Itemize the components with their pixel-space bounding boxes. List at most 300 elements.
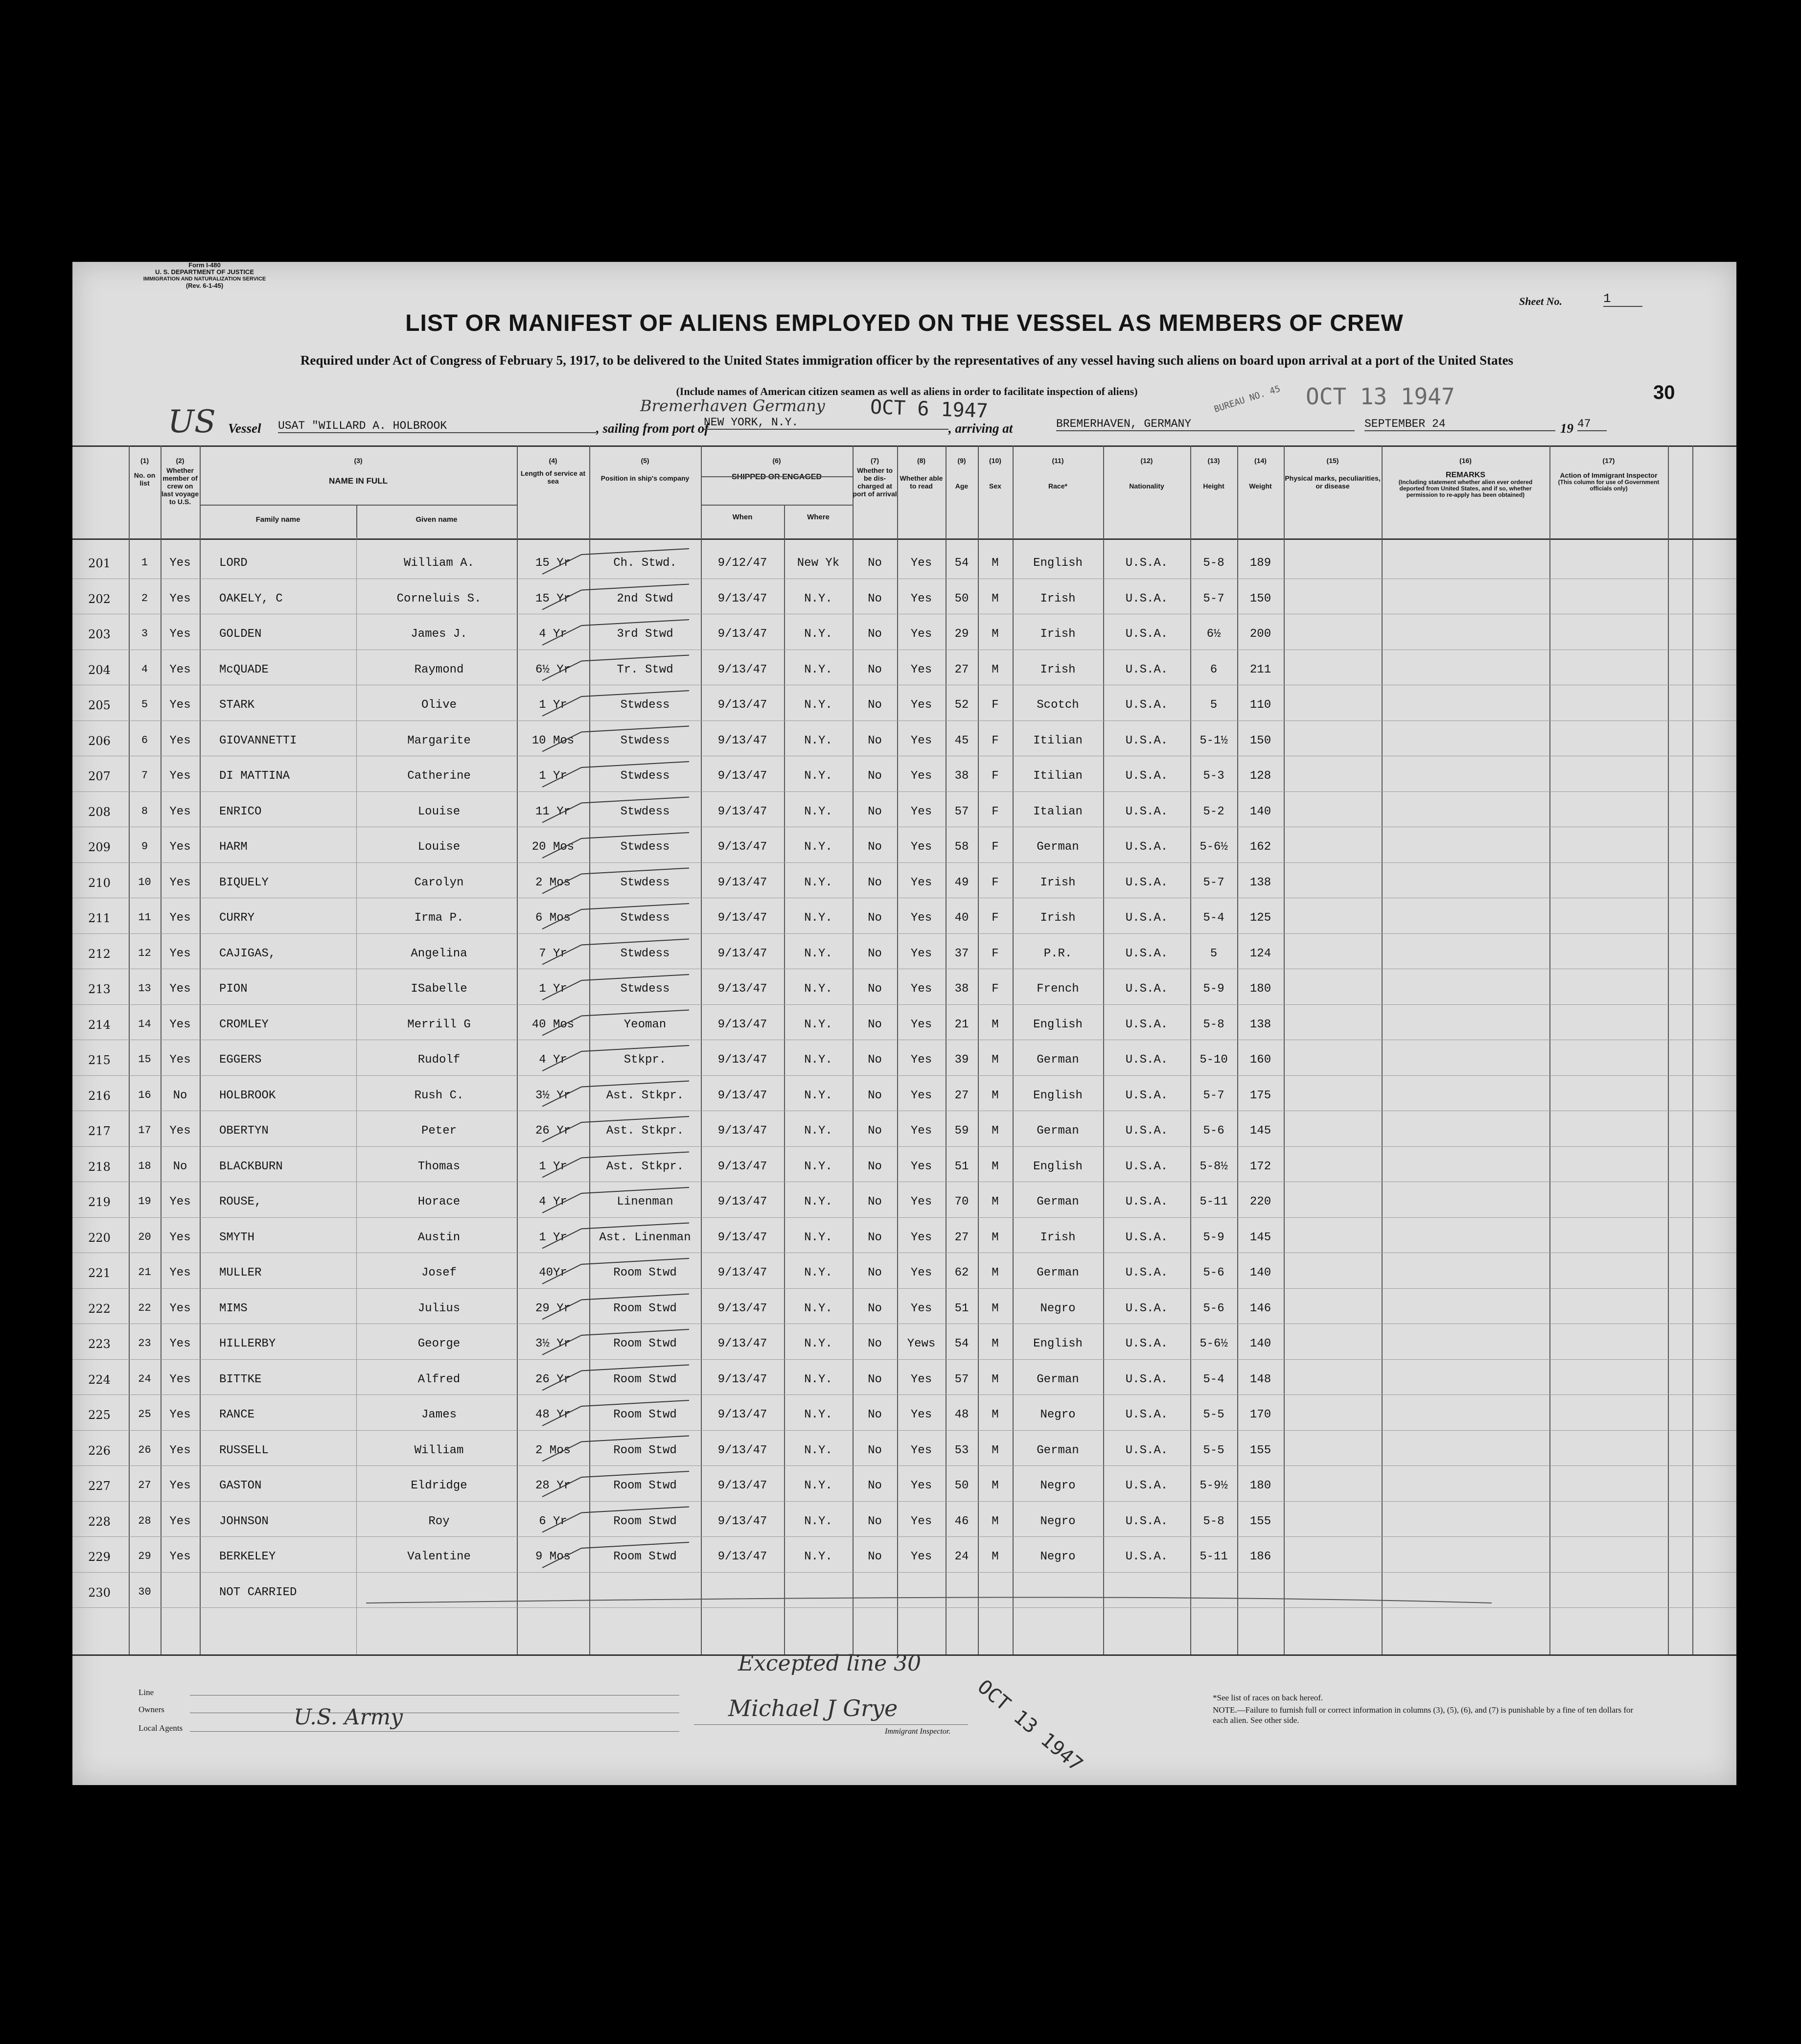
cell-service: 1 Yr	[539, 982, 567, 996]
cell-line: 207	[88, 769, 111, 783]
cell-nat: U.S.A.	[1125, 1301, 1168, 1315]
strike-mark	[542, 691, 689, 716]
cell-given: Roy	[428, 1514, 450, 1528]
cell-where: N.Y.	[804, 1479, 832, 1492]
header-col-6-label: SHIPPED OR ENGAGED	[731, 473, 822, 481]
cell-where: N.Y.	[804, 627, 832, 641]
cell-line: 218	[88, 1160, 111, 1174]
cell-sex: M	[992, 663, 999, 676]
cell-service: 2 Mos	[535, 1443, 571, 1457]
cell-when: 9/13/47	[717, 627, 767, 641]
cell-read: Yes	[910, 1053, 932, 1067]
cell-last: Yes	[169, 557, 191, 570]
cell-age: 38	[954, 982, 969, 996]
cell-where: N.Y.	[804, 1443, 832, 1457]
footer-line-label: Line	[139, 1688, 154, 1697]
cell-position: 3rd Stwd	[617, 627, 673, 641]
strike-mark	[542, 1294, 689, 1320]
cell-height: 5	[1210, 698, 1218, 712]
cell-position: Stwdess	[620, 911, 670, 925]
cell-line: 201	[88, 557, 111, 570]
strike-mark	[542, 620, 689, 645]
cell-where: N.Y.	[804, 1053, 832, 1067]
cell-age: 58	[954, 840, 969, 854]
cell-age: 40	[954, 911, 969, 925]
cell-last: Yes	[169, 1443, 191, 1457]
cell-race: Scotch	[1037, 698, 1079, 712]
cell-given: Rush C.	[414, 1089, 464, 1102]
cell-family: NOT CARRIED	[219, 1585, 297, 1599]
cell-no: 17	[138, 1124, 151, 1137]
cell-race: German	[1037, 1053, 1079, 1067]
cell-given: Olive	[421, 698, 457, 712]
inspector-signature: Michael J Grye	[728, 1695, 898, 1721]
cell-where: N.Y.	[804, 947, 832, 960]
cell-nat: U.S.A.	[1125, 557, 1168, 570]
cell-service: 1 Yr	[539, 1160, 567, 1173]
cell-line: 213	[88, 982, 111, 996]
cell-disch: No	[868, 876, 882, 889]
strike-mark	[542, 868, 689, 894]
cell-position: Ch. Stwd.	[613, 557, 677, 570]
cell-disch: No	[868, 698, 882, 712]
cell-no: 7	[141, 769, 148, 782]
cell-where: N.Y.	[804, 1514, 832, 1528]
header-col-7-label: Whether to be dis-charged at port of arrival	[853, 466, 897, 498]
cell-no: 20	[138, 1231, 151, 1243]
header-col-12-num: (12)	[1140, 457, 1153, 465]
cell-disch: No	[868, 805, 882, 818]
cell-height: 5-3	[1203, 769, 1224, 783]
cell-given: James J.	[411, 627, 467, 641]
cell-weight: 189	[1249, 557, 1271, 570]
cell-age: 48	[954, 1408, 969, 1421]
cell-disch: No	[868, 1479, 882, 1492]
cell-line: 220	[88, 1231, 111, 1245]
service-strike-marks	[72, 262, 1736, 1785]
cell-age: 27	[954, 663, 969, 676]
cell-nat: U.S.A.	[1125, 592, 1168, 605]
cell-line: 208	[88, 805, 111, 819]
cell-no: 29	[138, 1550, 151, 1562]
cell-disch: No	[868, 1160, 882, 1173]
cell-last: Yes	[169, 1301, 191, 1315]
cell-given: Louise	[417, 840, 461, 854]
cell-position: Stwdess	[620, 734, 670, 747]
header-col-16-label: REMARKS	[1446, 471, 1485, 479]
sheet-label: Sheet No.	[1519, 295, 1562, 307]
manifest-footer	[72, 1651, 1736, 1787]
cell-when: 9/13/47	[717, 1053, 767, 1067]
cell-nat: U.S.A.	[1125, 1372, 1168, 1386]
strike-mark	[542, 549, 689, 574]
cell-no: 24	[138, 1372, 151, 1385]
cell-service: 1 Yr	[539, 769, 567, 783]
cell-position: Stwdess	[620, 698, 670, 712]
cell-when: 9/13/47	[717, 698, 767, 712]
cell-last: Yes	[169, 1408, 191, 1421]
strike-mark	[542, 726, 689, 752]
header-when: When	[732, 513, 753, 521]
strike-mark	[542, 655, 689, 681]
cell-disch: No	[868, 1124, 882, 1138]
cell-height: 5-5	[1203, 1408, 1224, 1421]
cell-no: 21	[138, 1266, 151, 1278]
cell-weight: 180	[1249, 1479, 1271, 1492]
cell-line: 212	[88, 947, 111, 961]
cell-position: Room Stwd	[613, 1337, 677, 1350]
cell-where: N.Y.	[804, 1089, 832, 1102]
cell-weight: 148	[1249, 1372, 1271, 1386]
cell-service: 6 Mos	[535, 911, 571, 925]
cell-last: Yes	[169, 1479, 191, 1492]
cell-family: ENRICO	[219, 805, 262, 818]
cell-when: 9/13/47	[717, 1408, 767, 1421]
cell-family: BERKELEY	[219, 1550, 276, 1563]
cell-disch: No	[868, 840, 882, 854]
cell-service: 40Yr	[539, 1266, 567, 1279]
cell-service: 40 Mos	[531, 1018, 575, 1031]
cell-last: Yes	[169, 805, 191, 818]
cell-no: 5	[141, 698, 148, 711]
cell-where: N.Y.	[804, 663, 832, 676]
subtitle: Required under Act of Congress of February 5, 1917, to be delivered to the United States immigration officer by the representatives of any vessel having such aliens on board upon arrival at a port of the United States	[300, 353, 1514, 368]
cell-weight: 180	[1249, 982, 1271, 996]
cell-family: MULLER	[219, 1266, 262, 1279]
cell-no: 22	[138, 1301, 151, 1314]
handwritten-prefix: US	[168, 404, 216, 440]
cell-family: LORD	[219, 557, 248, 570]
stamp-date-1: OCT 6 1947	[870, 395, 989, 423]
cell-no: 13	[138, 982, 151, 995]
cell-family: BITTKE	[219, 1372, 262, 1386]
cell-height: 5-10	[1200, 1053, 1228, 1067]
cell-last: Yes	[169, 1337, 191, 1350]
cell-family: PION	[219, 982, 248, 996]
cell-sex: M	[992, 1514, 999, 1528]
strike-mark	[542, 939, 689, 965]
header-col-17-num: (17)	[1602, 457, 1615, 465]
cell-where: N.Y.	[804, 1408, 832, 1421]
cell-weight: 138	[1249, 876, 1271, 889]
cell-disch: No	[868, 1195, 882, 1208]
cell-age: 50	[954, 592, 969, 605]
cell-no: 25	[138, 1408, 151, 1420]
cell-race: Itilian	[1033, 769, 1083, 783]
cell-service: 26 Yr	[535, 1372, 571, 1386]
header-col-3-num: (3)	[354, 457, 363, 465]
cell-sex: F	[992, 840, 999, 854]
cell-given: Julius	[417, 1301, 461, 1315]
cell-disch: No	[868, 982, 882, 996]
footer-excepted-note: Excepted line 30	[738, 1651, 922, 1676]
cell-line: 223	[88, 1337, 111, 1351]
cell-sex: F	[992, 805, 999, 818]
cell-given: Thomas	[417, 1160, 461, 1173]
cell-where: N.Y.	[804, 1160, 832, 1173]
cell-race: Irish	[1040, 911, 1076, 925]
cell-no: 19	[138, 1195, 151, 1208]
cell-service: 3½ Yr	[535, 1337, 571, 1350]
cell-read: Yes	[910, 1514, 932, 1528]
cell-where: N.Y.	[804, 1124, 832, 1138]
cell-nat: U.S.A.	[1125, 876, 1168, 889]
strike-mark	[542, 1045, 689, 1071]
cell-height: 5-5	[1203, 1443, 1224, 1457]
header-col-8-num: (8)	[917, 457, 926, 465]
header-col-17-note: (This column for use of Government officials only)	[1558, 479, 1660, 492]
cell-race: Negro	[1040, 1514, 1076, 1528]
cell-last: Yes	[169, 840, 191, 854]
cell-when: 9/13/47	[717, 1301, 767, 1315]
header-col-13-label: Height	[1203, 482, 1224, 490]
cell-service: 26 Yr	[535, 1124, 571, 1138]
header-col-16-note: (Including statement whether alien ever ordered deported from United States, and if so, whether permission to re-apply has been obtained)	[1398, 479, 1533, 498]
cell-weight: 138	[1249, 1018, 1271, 1031]
cell-race: English	[1033, 1018, 1083, 1031]
cell-sex: M	[992, 1231, 999, 1244]
cell-sex: F	[992, 947, 999, 960]
header-col-15-label: Physical marks, peculiarities, or disease	[1285, 474, 1381, 490]
cell-no: 12	[138, 947, 151, 959]
cell-given: Valentine	[407, 1550, 471, 1563]
cell-no: 28	[138, 1514, 151, 1527]
cell-nat: U.S.A.	[1125, 840, 1168, 854]
header-family-name: Family name	[255, 515, 300, 524]
cell-weight: 160	[1249, 1053, 1271, 1067]
cell-race: German	[1037, 1372, 1079, 1386]
header-where: Where	[807, 513, 830, 521]
cell-sex: M	[992, 1479, 999, 1492]
header-col-4-label: Length of service at sea	[520, 469, 586, 485]
strike-mark	[542, 797, 689, 823]
cell-when: 9/13/47	[717, 1514, 767, 1528]
cell-position: Yeoman	[623, 1018, 667, 1031]
cell-no: 6	[141, 734, 148, 746]
cell-given: Raymond	[414, 663, 464, 676]
cell-given: William	[414, 1443, 464, 1457]
cell-family: GOLDEN	[219, 627, 262, 641]
cell-sex: M	[992, 1337, 999, 1350]
cell-height: 5-8	[1203, 1514, 1224, 1528]
arrival-date: SEPTEMBER 24	[1364, 418, 1555, 431]
cell-family: GIOVANNETTI	[219, 734, 297, 747]
cell-age: 57	[954, 805, 969, 818]
cell-race: Negro	[1040, 1550, 1076, 1563]
cell-height: 5-6	[1203, 1301, 1224, 1315]
inspector-label: Immigrant Inspector.	[885, 1727, 951, 1736]
cell-when: 9/13/47	[717, 982, 767, 996]
cell-last: Yes	[169, 592, 191, 605]
cell-age: 70	[954, 1195, 969, 1208]
cell-height: 5-7	[1203, 1089, 1224, 1102]
cell-last: Yes	[169, 1018, 191, 1031]
arriving-label: , arriving at	[948, 421, 1013, 436]
cell-family: HARM	[219, 840, 248, 854]
cell-position: Stwdess	[620, 982, 670, 996]
header-col-1-num: (1)	[140, 457, 149, 465]
cell-race: Negro	[1040, 1408, 1076, 1421]
cell-when: 9/13/47	[717, 734, 767, 747]
header-col-9-num: (9)	[957, 457, 966, 465]
cell-weight: 220	[1249, 1195, 1271, 1208]
cell-when: 9/13/47	[717, 663, 767, 676]
cell-disch: No	[868, 1089, 882, 1102]
cell-position: Ast. Stkpr.	[606, 1089, 684, 1102]
cell-when: 9/13/47	[717, 592, 767, 605]
cell-read: Yes	[910, 982, 932, 996]
cell-where: N.Y.	[804, 698, 832, 712]
cell-height: 6½	[1206, 627, 1221, 641]
cell-position: Ast. Stkpr.	[606, 1160, 684, 1173]
cell-when: 9/13/47	[717, 805, 767, 818]
cell-weight: 175	[1249, 1089, 1271, 1102]
cell-where: N.Y.	[804, 1550, 832, 1563]
cell-last: Yes	[169, 982, 191, 996]
cell-height: 5-4	[1203, 911, 1224, 925]
cell-nat: U.S.A.	[1125, 1195, 1168, 1208]
cell-where: N.Y.	[804, 1337, 832, 1350]
cell-when: 9/13/47	[717, 911, 767, 925]
cell-position: Tr. Stwd	[617, 663, 673, 676]
cell-age: 37	[954, 947, 969, 960]
cell-age: 39	[954, 1053, 969, 1067]
cell-race: Irish	[1040, 663, 1076, 676]
cell-nat: U.S.A.	[1125, 805, 1168, 818]
cell-weight: 211	[1249, 663, 1271, 676]
cell-where: N.Y.	[804, 1372, 832, 1386]
cell-when: 9/13/47	[717, 1089, 767, 1102]
cell-given: Horace	[417, 1195, 461, 1208]
cell-line: 229	[88, 1550, 111, 1564]
header-col-1-label: No. on list	[134, 471, 156, 487]
cell-position: Stwdess	[620, 947, 670, 960]
cell-when: 9/13/47	[717, 769, 767, 783]
cell-where: N.Y.	[804, 876, 832, 889]
cell-last: Yes	[169, 1372, 191, 1386]
cell-family: MIMS	[219, 1301, 248, 1315]
footer-agents-label: Local Agents	[139, 1723, 183, 1733]
cell-disch: No	[868, 1231, 882, 1244]
cell-service: 20 Mos	[531, 840, 575, 854]
cell-read: Yes	[910, 663, 932, 676]
cell-height: 5-6	[1203, 1266, 1224, 1279]
cell-read: Yes	[910, 947, 932, 960]
cell-where: N.Y.	[804, 1301, 832, 1315]
cell-where: N.Y.	[804, 840, 832, 854]
cell-read: Yews	[907, 1337, 936, 1350]
cell-line: 222	[88, 1301, 111, 1316]
cell-line: 209	[88, 840, 111, 854]
header-col-4-num: (4)	[549, 457, 557, 465]
cell-read: Yes	[910, 1195, 932, 1208]
cell-line: 216	[88, 1089, 111, 1103]
cell-weight: 172	[1249, 1160, 1271, 1173]
cell-line: 230	[88, 1585, 111, 1600]
cell-last: Yes	[169, 1266, 191, 1279]
form-rev: (Rev. 6-1-45)	[185, 282, 224, 289]
cell-family: BLACKBURN	[219, 1160, 283, 1173]
cell-line: 221	[88, 1266, 111, 1280]
cell-read: Yes	[910, 876, 932, 889]
strike-mark	[542, 975, 689, 1000]
form-dept: U. S. DEPARTMENT OF JUSTICE	[155, 268, 254, 276]
cell-last: Yes	[169, 1053, 191, 1067]
cell-age: 57	[954, 1372, 969, 1386]
cell-given: George	[417, 1337, 461, 1350]
cell-height: 5-8½	[1200, 1160, 1228, 1173]
cell-last: Yes	[169, 734, 191, 747]
cell-nat: U.S.A.	[1125, 1053, 1168, 1067]
cell-weight: 150	[1249, 592, 1271, 605]
cell-height: 5-9½	[1200, 1479, 1228, 1492]
cell-position: Ast. Linenman	[599, 1231, 691, 1244]
cell-height: 5-6½	[1200, 840, 1228, 854]
header-col-13-num: (13)	[1207, 457, 1220, 465]
cell-given: Peter	[421, 1124, 457, 1138]
cell-family: STARK	[219, 698, 255, 712]
cell-disch: No	[868, 627, 882, 641]
cell-race: English	[1033, 557, 1083, 570]
cell-family: McQUADE	[219, 663, 269, 676]
cell-race: French	[1037, 982, 1079, 996]
cell-disch: No	[868, 769, 882, 783]
cell-weight: 186	[1249, 1550, 1271, 1563]
cell-service: 15 Yr	[535, 592, 571, 605]
header-col-6-num: (6)	[772, 457, 781, 465]
cell-where: N.Y.	[804, 1231, 832, 1244]
header-col-12-label: Nationality	[1129, 482, 1164, 490]
cell-given: Margarite	[407, 734, 471, 747]
cell-age: 49	[954, 876, 969, 889]
cell-when: 9/13/47	[717, 840, 767, 854]
sailing-port: NEW YORK, N.Y.	[704, 416, 948, 430]
cell-disch: No	[868, 1443, 882, 1457]
cell-position: Linenman	[617, 1195, 673, 1208]
cell-where: N.Y.	[804, 1018, 832, 1031]
header-col-3-label: NAME IN FULL	[329, 476, 388, 486]
cell-height: 5-6½	[1200, 1337, 1228, 1350]
cell-when: 9/13/47	[717, 1550, 767, 1563]
cell-nat: U.S.A.	[1125, 947, 1168, 960]
cell-where: N.Y.	[804, 982, 832, 996]
cell-when: 9/13/47	[717, 1479, 767, 1492]
cell-weight: 128	[1249, 769, 1271, 783]
cell-line: 214	[88, 1018, 111, 1032]
cell-no: 10	[138, 876, 151, 888]
cell-disch: No	[868, 1372, 882, 1386]
footer-agents-value: U.S. Army	[294, 1705, 403, 1730]
cell-read: Yes	[910, 1231, 932, 1244]
cell-height: 5-2	[1203, 805, 1224, 818]
cell-no: 11	[138, 911, 151, 924]
cell-read: Yes	[910, 769, 932, 783]
cell-nat: U.S.A.	[1125, 1124, 1168, 1138]
cell-position: Room Stwd	[613, 1550, 677, 1563]
cell-line: 211	[88, 911, 111, 925]
cell-last: Yes	[169, 1124, 191, 1138]
cell-read: Yes	[910, 911, 932, 925]
cell-read: Yes	[910, 1443, 932, 1457]
cell-no: 2	[141, 592, 148, 604]
cell-position: Stwdess	[620, 769, 670, 783]
cell-height: 6	[1210, 663, 1218, 676]
cell-weight: 145	[1249, 1231, 1271, 1244]
cell-position: Ast. Stkpr.	[606, 1124, 684, 1138]
cell-last: Yes	[169, 663, 191, 676]
cell-age: 24	[954, 1550, 969, 1563]
cell-position: Room Stwd	[613, 1266, 677, 1279]
